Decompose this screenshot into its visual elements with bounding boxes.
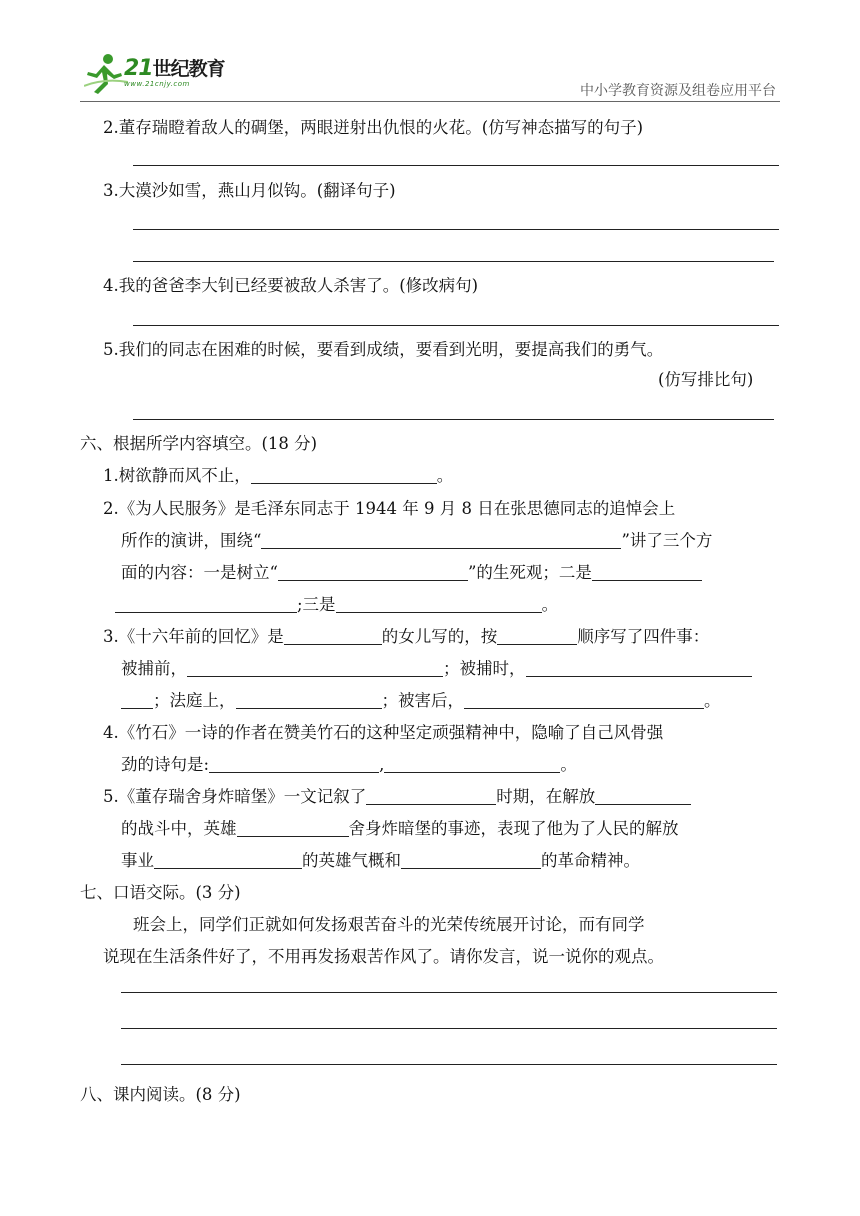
fill-blank[interactable]: [115, 594, 297, 613]
runner-logo-icon: [84, 52, 128, 96]
fill-blank[interactable]: [261, 530, 621, 549]
fill-blank[interactable]: [464, 690, 704, 709]
s6-question-2-line3: 面的内容：一是树立“ ”的生死观；二是: [121, 562, 702, 584]
section-8-title: 八、课内阅读。(8 分): [80, 1085, 241, 1104]
section-7-prompt-line2: 说现在生活条件好了，不用再发扬艰苦作风了。请你发言，说一说你的观点。: [103, 947, 664, 966]
question-5-instruction: (仿写排比句): [658, 370, 754, 389]
s6-question-2-line1: 2.《为人民服务》是毛泽东同志于 1944 年 9 月 8 日在张思德同志的追悼会上: [103, 499, 676, 518]
s6-question-5-line2: 的战斗中，英雄 舍身炸暗堡的事迹，表现了他为了人民的解放: [121, 819, 679, 838]
s6-question-3-line2: 被捕前， ；被捕时，: [121, 658, 752, 680]
section-6-title: 六、根据所学内容填空。(18 分): [80, 434, 318, 453]
section-7-prompt-line1: 班会上，同学们正就如何发扬艰苦奋斗的光荣传统展开讨论，而有同学: [133, 915, 645, 934]
answer-line[interactable]: [133, 229, 779, 230]
question-5: 5.我们的同志在困难的时候，要看到成绩，要看到光明，要提高我们的勇气。: [103, 340, 664, 359]
answer-line[interactable]: [133, 261, 774, 262]
fill-blank[interactable]: [526, 658, 752, 677]
fill-blank[interactable]: [366, 786, 496, 805]
s6-question-4-line1: 4.《竹石》一诗的作者在赞美竹石的这种坚定顽强精神中，隐喻了自己风骨强: [103, 723, 664, 742]
logo-url: www.21cnjy.com: [124, 80, 190, 88]
fill-blank[interactable]: [251, 465, 437, 484]
fill-blank[interactable]: [121, 690, 153, 709]
fill-blank[interactable]: [592, 562, 702, 581]
s6-question-5-line3: 事业 的英雄气概和 的革命精神。: [121, 851, 640, 870]
fill-blank[interactable]: [187, 658, 443, 677]
fill-blank[interactable]: [384, 754, 560, 773]
question-3: 3.大漠沙如雪，燕山月似钩。(翻译句子): [103, 181, 396, 200]
question-2: 2.董存瑞瞪着敌人的碉堡，两眼迸射出仇恨的火花。(仿写神态描写的句子): [103, 118, 644, 137]
header-slogan: 中小学教育资源及组卷应用平台: [580, 83, 776, 99]
fill-blank[interactable]: [236, 690, 382, 709]
fill-blank[interactable]: [154, 850, 302, 869]
fill-blank[interactable]: [237, 818, 349, 837]
s6-question-4-line2: 劲的诗句是: , 。: [121, 755, 577, 774]
fill-blank[interactable]: [278, 562, 468, 581]
fill-blank[interactable]: [209, 754, 379, 773]
s6-question-3-line3: ；法庭上， ；被害后， 。: [121, 690, 721, 712]
answer-line[interactable]: [121, 992, 777, 993]
fill-blank[interactable]: [401, 850, 541, 869]
fill-blank[interactable]: [284, 626, 382, 645]
answer-line[interactable]: [121, 1028, 777, 1029]
answer-line[interactable]: [133, 419, 774, 420]
fill-blank[interactable]: [336, 594, 542, 613]
page-header: [0, 0, 860, 110]
logo-wordmark: 21世纪教育: [124, 56, 225, 81]
s6-question-5-line1: 5.《董存瑞舍身炸暗堡》一文记叙了 时期，在解放: [103, 786, 691, 808]
logo: [84, 52, 264, 98]
fill-blank[interactable]: [595, 786, 691, 805]
answer-line[interactable]: [121, 1064, 777, 1065]
fill-blank[interactable]: [497, 626, 577, 645]
header-divider: [80, 101, 780, 102]
question-4: 4.我的爸爸李大钊已经要被敌人杀害了。(修改病句): [103, 276, 479, 295]
answer-line[interactable]: [133, 165, 779, 166]
s6-question-2-line4: ;三是 。: [115, 594, 558, 616]
answer-line[interactable]: [133, 325, 779, 326]
section-7-title: 七、口语交际。(3 分): [80, 883, 241, 902]
s6-question-1: 1.树欲静而风不止， 。: [103, 466, 454, 485]
s6-question-3-line1: 3.《十六年前的回忆》是 的女儿写的，按 顺序写了四件事：: [103, 627, 710, 646]
s6-question-2-line2: 所作的演讲，围绕“ ”讲了三个方: [121, 531, 713, 550]
